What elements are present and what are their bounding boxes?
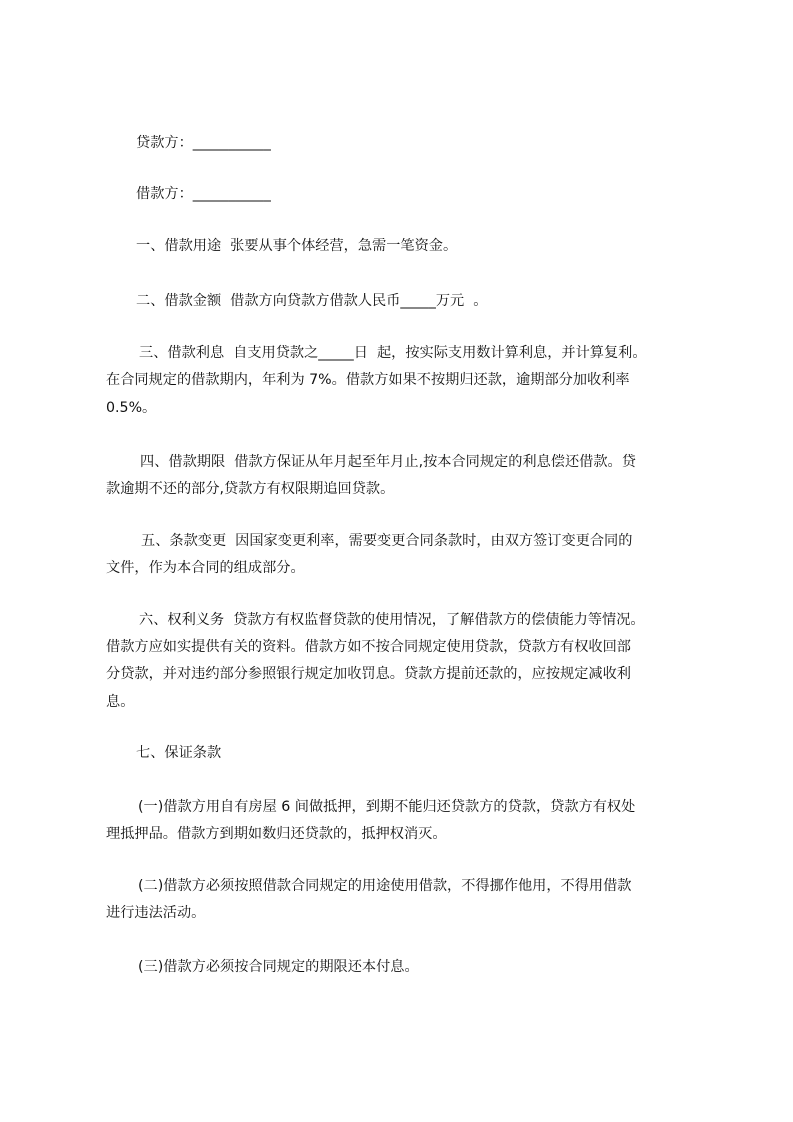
section7-heading: 七、保证条款: [136, 745, 222, 761]
section7-item1-line2: 理抵押品。借款方到期如数归还贷款的，抵押权消灭。: [106, 826, 447, 842]
lender-line: 贷款方：___________: [136, 135, 271, 151]
section3-line3: 0.5%。: [106, 400, 157, 416]
section7-item2-line1: (二)借款方必须按照借款合同规定的用途使用借款，不得挪作他用，不得用借款: [138, 878, 632, 894]
section3-line1: 三、借款利息 自支用贷款之_____日 起，按实际支用数计算利息，并计算复利。: [139, 345, 647, 361]
section6-line3: 分贷款，并对违约部分参照银行规定加收罚息。贷款方提前还款的，应按规定减收利: [106, 666, 631, 682]
section3-line2: 在合同规定的借款期内，年利为 7%。借款方如果不按期归还款，逾期部分加收利率: [106, 372, 630, 388]
section7-item2-line2: 进行违法活动。: [106, 905, 206, 921]
section6-line2: 借款方应如实提供有关的资料。借款方如不按合同规定使用贷款，贷款方有权收回部: [106, 639, 631, 655]
section7-item1-line1: (一)借款方用自有房屋 6 间做抵押，到期不能归还贷款方的贷款，贷款方有权处: [138, 799, 636, 815]
section1-line1: 一、借款用途 张要从事个体经营，急需一笔资金。: [136, 238, 458, 254]
section5-line1: 五、条款变更 因国家变更利率，需要变更合同条款时，由双方签订变更合同的: [141, 533, 633, 549]
section4-line1: 四、借款期限 借款方保证从年月起至年月止,按本合同规定的利息偿还借款。贷: [140, 454, 636, 470]
section6-line1: 六、权利义务 贷款方有权监督贷款的使用情况，了解借款方的偿债能力等情况。: [139, 612, 645, 628]
section5-line2: 文件，作为本合同的组成部分。: [106, 560, 305, 576]
section6-line4: 息。: [106, 694, 135, 710]
section7-item3-line1: (三)借款方必须按合同规定的期限还本付息。: [138, 959, 419, 975]
section2-line1: 二、借款金额 借款方向贷款方借款人民币_____万元 。: [136, 293, 488, 309]
borrower-line: 借款方：___________: [136, 186, 271, 202]
section4-line2: 款逾期不还的部分,贷款方有权限期追回贷款。: [106, 481, 395, 497]
